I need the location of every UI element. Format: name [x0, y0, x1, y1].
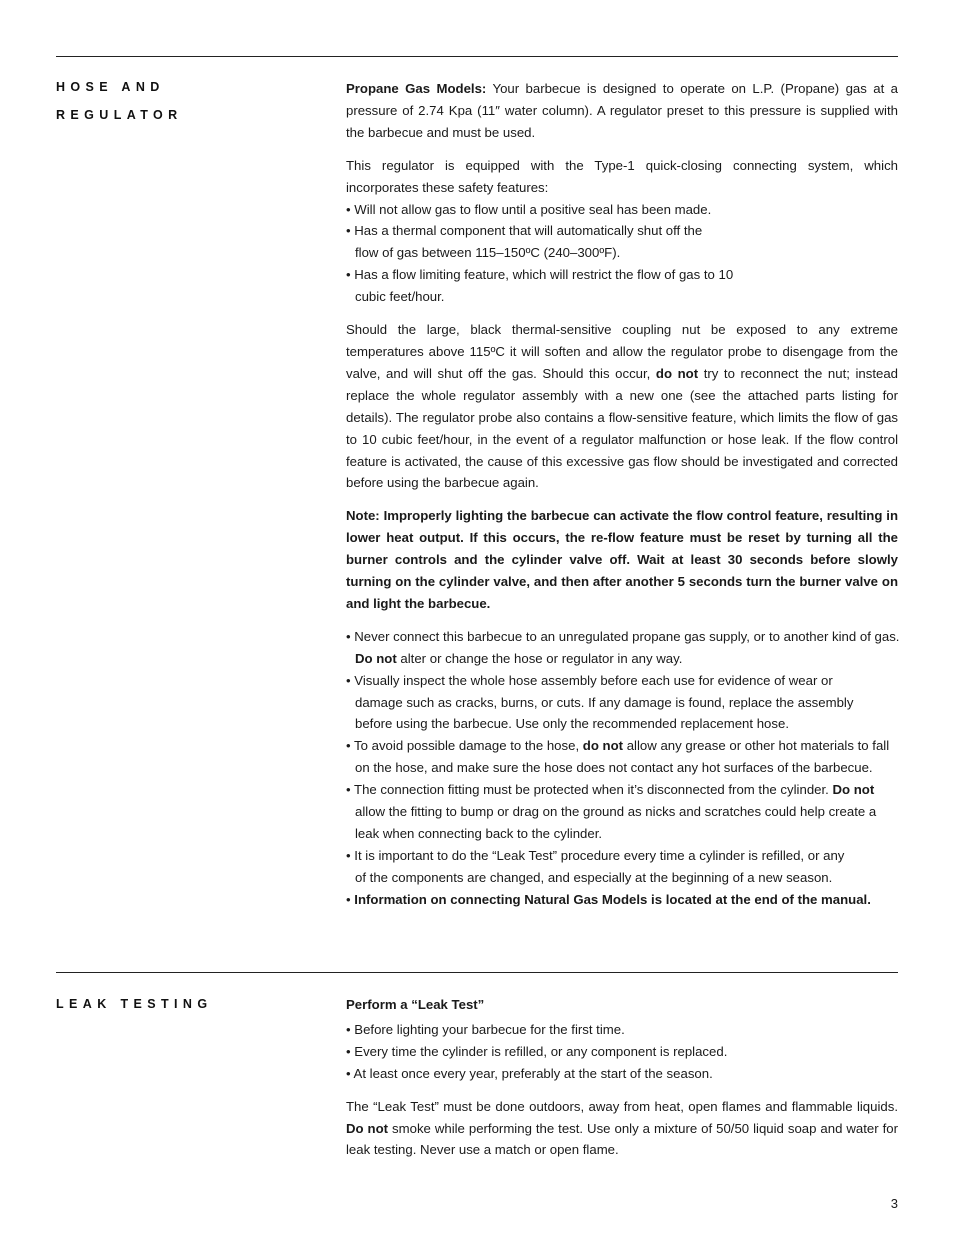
heading-line: HOSE AND	[56, 80, 165, 94]
hose-regulator-content	[346, 78, 898, 911]
leak-test-instructions-paragraph: The “Leak Test” must be done outdoors, away from heat, open flames and flammable liquids. Do not smoke while performing the test. Use only a mixture of 50/50 liquid soap and water for leak testing. Never use a match or open flame.	[346, 1098, 898, 1158]
list-item: • Before lighting your barbecue for the first time.	[346, 1021, 625, 1037]
list-item: • The connection fitting must be protected when it’s disconnected from the cylinder. Do not allow the fitting to bump or drag on the ground as nicks and scratches could help create a leak when connecting back to the cylinder.	[346, 782, 877, 841]
list-item: • It is important to do the “Leak Test” procedure every time a cylinder is refilled, or any of the components are changed, and especially at the beginning of a new season.	[346, 847, 845, 885]
coupling-nut-paragraph: Should the large, black thermal-sensitive coupling nut be exposed to any extreme temperatures above 115ºC it will soften and allow the regulator probe to disengage from the valve, and will shut off the gas. Should this occur, do not try to reconnect the nut; instead replace the whole regulator assembly with a new one (see the attached parts listing for details). The regulator probe also contains a flow-sensitive feature, which limits the flow of gas to 10 cubic feet/hour, in the event of a regulator malfunction or hose leak. If the flow control feature is activated, the cause of this excessive gas flow should be investigated and corrected before using the barbecue again.	[346, 322, 899, 491]
regulator-intro-paragraph: This regulator is equipped with the Type-1 quick-closing connecting system, which incorporates these safety features:	[346, 157, 898, 195]
heading-line: REGULATOR	[56, 107, 183, 122]
list-item: • Will not allow gas to flow until a positive seal has been made.	[346, 201, 712, 217]
list-item: • Information on connecting Natural Gas Models is located at the end of the manual.	[346, 891, 871, 907]
list-item: • Never connect this barbecue to an unregulated propane gas supply, or to another kind of gas. Do not alter or change the hose or regulator in any way.	[346, 628, 900, 666]
do-not-emphasis: do not	[655, 365, 699, 381]
note-paragraph: Note: Improperly lighting the barbecue can activate the flow control feature, resulting in lower heat output. If this occurs, the re-flow feature must be reset by turning all the burner controls and the cylinder valve off. Wait at least 30 seconds before slowly turning on the cylinder valve, and then after another 5 seconds turn the burner valve on and light the barbecue.	[346, 508, 898, 611]
leak-test-when-list	[346, 1019, 898, 1085]
safety-features-list	[346, 199, 898, 309]
hose-precautions-list	[346, 626, 898, 911]
list-item: • Every time the cylinder is refilled, or any component is replaced.	[346, 1043, 728, 1059]
list-item: • To avoid possible damage to the hose, do not allow any grease or other hot materials to fall on the hose, and make sure the hose does not contact any hot surfaces of the barbecue.	[346, 738, 890, 776]
section-heading-hose-regulator	[56, 74, 183, 129]
leak-test-subheading: Perform a “Leak Test”	[346, 997, 485, 1012]
list-item: • At least once every year, preferably at the start of the season.	[346, 1065, 713, 1081]
list-item: • Has a thermal component that will automatically shut off the flow of gas between 115–150ºC (240–300ºF).	[346, 223, 703, 261]
section-heading-leak-testing	[56, 991, 212, 1019]
heading-line: LEAK TESTING	[56, 997, 213, 1011]
list-item: • Has a flow limiting feature, which will restrict the flow of gas to 10 cubic feet/hour.	[346, 267, 734, 305]
propane-models-label: Propane Gas Models:	[346, 81, 487, 96]
propane-models-paragraph: Propane Gas Models: Your barbecue is designed to operate on L.P. (Propane) gas at a pressure of 2.74 Kpa (11″ water column). A regulator preset to this pressure is supplied with the barbecue and must be used.	[346, 81, 898, 140]
top-rule	[56, 56, 898, 57]
list-item: • Visually inspect the whole hose assembly before each use for evidence of wear or damage such as cracks, burns, or cuts. If any damage is found, replace the assembly before using the barbecue. Use only the recommended replacement hose.	[346, 672, 854, 732]
leak-testing-content	[346, 994, 898, 1161]
page-number: 3	[890, 1196, 898, 1211]
section-divider-rule	[56, 972, 898, 973]
